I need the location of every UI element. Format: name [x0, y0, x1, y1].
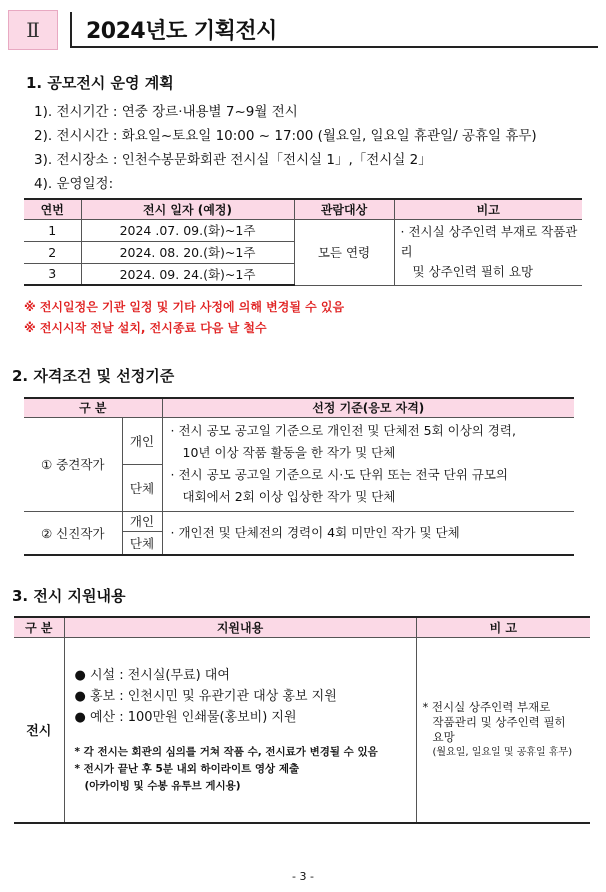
qualification-table [24, 397, 574, 556]
row-date: 2024 .07. 09.(화)~1주 [81, 219, 294, 241]
group-label: 단체 [122, 464, 162, 511]
table-row [24, 511, 574, 532]
col-header-no: 연번 [24, 199, 81, 219]
header-divider [70, 12, 72, 48]
table-header-row [14, 617, 590, 637]
exhibition-hours: 2). 전시시간 : 화요일~토요일 10:00 ~ 17:00 (월요일, 일요일 휴관일/ 공휴일 휴무) [34, 128, 537, 144]
support-note: * 전시가 끝난 후 5분 내외 하이라이트 영상 제출 [74, 762, 300, 775]
col-header-audience: 관람대상 [294, 199, 394, 219]
remark-line: 작품관리 및 상주인력 필히 [432, 714, 566, 729]
support-note: (아카이빙 및 수봉 유투브 게시용) [84, 779, 241, 792]
remark-cell [416, 637, 590, 823]
schedule-label: 4). 운영일정: [34, 176, 114, 192]
support-content-cell [64, 637, 416, 823]
col-header-category: 구 분 [24, 398, 162, 417]
col-header-remark: 비 고 [416, 617, 590, 637]
note-line: · 전시실 상주인력 부재로 작품관리 [400, 224, 578, 259]
audience-cell: 모든 연령 [294, 219, 394, 285]
col-header-date: 전시 일자 (예정) [81, 199, 294, 219]
chapter-number-badge: Ⅱ [8, 10, 58, 50]
header-underline [70, 46, 598, 48]
section1-title: 1. 공모전시 운영 계획 [26, 74, 174, 92]
support-item-promotion: ● 홍보 : 인천시민 및 유관기관 대상 홍보 지원 [74, 688, 337, 704]
exhibition-period: 1). 전시기간 : 연중 장르·내용별 7~9월 전시 [34, 104, 298, 120]
section3-title: 3. 전시 지원내용 [12, 587, 126, 605]
exhibition-venue: 3). 전시장소 : 인천수봉문화회관 전시실「전시실 1」,「전시실 2」 [34, 152, 432, 168]
col-header-support: 지원내용 [64, 617, 416, 637]
section2-title: 2. 자격조건 및 선정기준 [12, 367, 175, 385]
table-row [24, 417, 574, 464]
col-header-criteria: 선정 기준(응모 자격) [162, 398, 574, 417]
emerging-artist-label: ② 신진작가 [24, 511, 122, 555]
table-row [24, 219, 582, 241]
exhibition-row-label: 전시 [14, 637, 64, 823]
page-number: - 3 - [292, 870, 314, 883]
col-header-category: 구 분 [14, 617, 64, 637]
row-no: 2 [24, 241, 81, 263]
schedule-table [24, 198, 582, 286]
col-header-note: 비고 [394, 199, 582, 219]
page-title: 2024년도 기획전시 [86, 19, 277, 44]
criteria-line: 10년 이상 작품 활동을 한 작가 및 단체 [182, 445, 396, 460]
table-row [14, 637, 590, 823]
support-item-budget: ● 예산 : 100만원 인쇄물(홍보비) 지원 [74, 709, 297, 725]
mid-career-artist-label: ① 중견작가 [24, 417, 122, 511]
group-label: 단체 [122, 532, 162, 555]
mid-career-criteria [162, 417, 574, 511]
remark-line: (월요일, 일요일 및 공휴일 휴무) [432, 746, 573, 758]
support-note: * 각 전시는 회관의 심의를 거쳐 작품 수, 전시료가 변경될 수 있음 [74, 745, 378, 758]
note-line: 및 상주인력 필히 요망 [412, 264, 534, 279]
row-no: 3 [24, 263, 81, 285]
criteria-line: 대회에서 2회 이상 입상한 작가 및 단체 [182, 489, 396, 504]
page-header [8, 10, 600, 50]
support-item-facility: ● 시설 : 전시실(무료) 대여 [74, 667, 230, 683]
table-header-row [24, 199, 582, 219]
notice-schedule-change: ※ 전시일정은 기관 일정 및 기타 사정에 의해 변경될 수 있음 [24, 300, 345, 314]
support-table [14, 616, 590, 824]
individual-label: 개인 [122, 417, 162, 464]
row-date: 2024. 09. 24.(화)~1주 [81, 263, 294, 285]
criteria-line: · 전시 공모 공고일 기준으로 개인전 및 단체전 5회 이상의 경력, [170, 423, 516, 438]
remark-line: 요망 [432, 729, 455, 744]
note-cell [394, 219, 582, 285]
notice-install-teardown: ※ 전시시작 전날 설치, 전시종료 다음 날 철수 [24, 321, 267, 335]
remark-line: * 전시실 상주인력 부재로 [422, 699, 551, 714]
individual-label: 개인 [122, 511, 162, 532]
criteria-line: · 전시 공모 공고일 기준으로 시·도 단위 또는 전국 단위 규모의 [170, 467, 508, 482]
table-header-row [24, 398, 574, 417]
row-date: 2024. 08. 20.(화)~1주 [81, 241, 294, 263]
row-no: 1 [24, 219, 81, 241]
emerging-criteria: · 개인전 및 단체전의 경력이 4회 미만인 작가 및 단체 [162, 511, 574, 555]
